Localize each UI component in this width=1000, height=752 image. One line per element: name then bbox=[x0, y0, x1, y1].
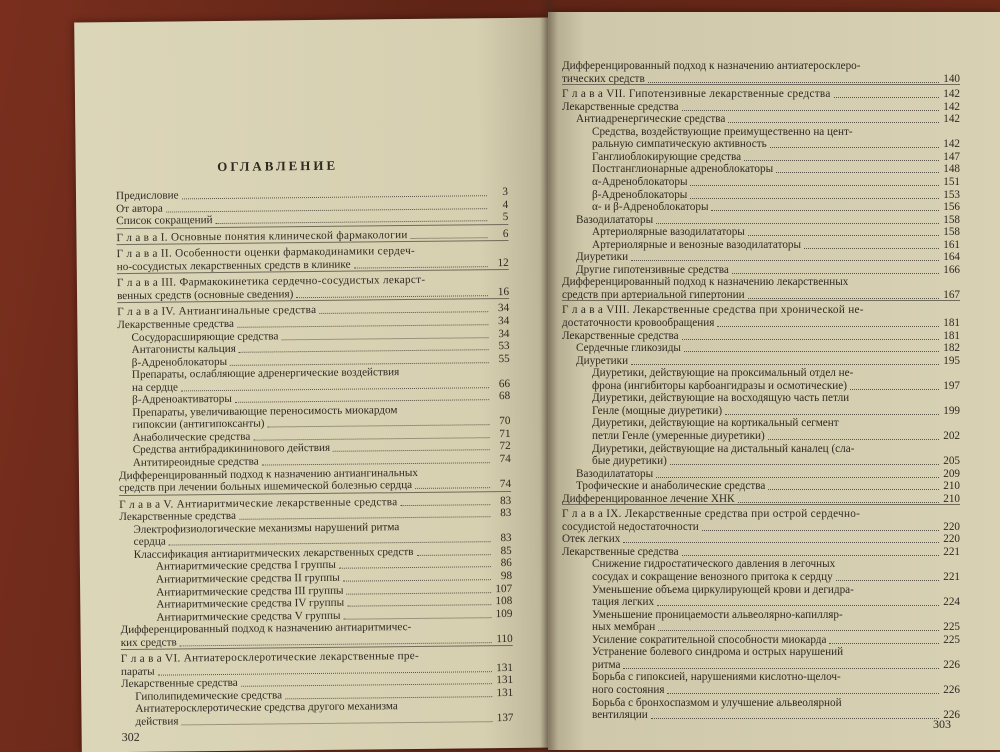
toc-entry-title: ритма bbox=[592, 659, 620, 671]
dot-leader bbox=[347, 604, 491, 607]
toc-entry-title: Диуретики bbox=[576, 355, 628, 367]
toc-entry-title: Предисловие bbox=[116, 189, 179, 202]
toc-entry-title: Антиаритмические средства IV группы bbox=[156, 597, 344, 611]
toc-entry-title: Вазодилататоры bbox=[576, 214, 653, 226]
dot-leader bbox=[319, 312, 488, 315]
toc-entry-page: 226 bbox=[942, 709, 960, 721]
toc-entry-title: ральную симпатическую активность bbox=[592, 138, 767, 150]
toc-entry-title: Г л а в а VIII. Лекарственные средства при хронической не- bbox=[562, 304, 864, 316]
toc-entry bbox=[592, 417, 960, 429]
toc-entry bbox=[592, 430, 960, 442]
dot-leader bbox=[333, 450, 490, 453]
dot-leader bbox=[343, 579, 491, 582]
toc-entry-page: 55 bbox=[492, 353, 510, 365]
dot-leader bbox=[682, 555, 939, 556]
dot-leader bbox=[656, 477, 939, 478]
toc-entry bbox=[135, 712, 513, 728]
dot-leader bbox=[738, 502, 939, 503]
toc-entry-page: 34 bbox=[491, 327, 509, 339]
dot-leader bbox=[296, 295, 488, 298]
toc-entry bbox=[562, 317, 960, 329]
toc-entry-title: Диуретики, действующие на проксимальный отдел не- bbox=[592, 367, 853, 379]
toc-title: ОГЛАВЛЕНИЕ bbox=[168, 157, 388, 175]
toc-entry-page: 166 bbox=[942, 264, 960, 276]
dot-leader bbox=[651, 718, 939, 719]
dot-leader bbox=[768, 489, 939, 490]
toc-entry-title: средств при артериальной гипертонии bbox=[562, 289, 745, 301]
toc-entry bbox=[592, 176, 960, 188]
toc-entry-page: 195 bbox=[942, 355, 960, 367]
dot-leader bbox=[690, 198, 939, 199]
toc-entry-page: 74 bbox=[493, 478, 511, 490]
toc-entry-title: Лекарственные средства bbox=[562, 546, 679, 558]
dot-leader bbox=[181, 721, 492, 725]
toc-entry-page: 70 bbox=[492, 415, 510, 427]
dot-leader bbox=[728, 122, 939, 123]
toc-entry-title: Средства, воздействующие преимущественно на цент- bbox=[592, 126, 853, 138]
toc-entry bbox=[576, 342, 960, 354]
toc-entry bbox=[592, 684, 960, 696]
toc-entry-title: венных средств (основные сведения) bbox=[117, 288, 293, 302]
toc-entry-title: Антагонисты кальция bbox=[132, 343, 236, 356]
dot-leader bbox=[657, 605, 939, 606]
toc-entry-title: Анаболические средства bbox=[132, 431, 250, 444]
dot-leader bbox=[400, 504, 490, 506]
toc-entry-title: α- и β-Адреноблокаторы bbox=[592, 201, 708, 213]
toc-entry-title: Препараты, увеличивающие переносимость миокардом bbox=[132, 404, 397, 419]
dot-leader bbox=[631, 260, 939, 261]
toc-entry-title: Борьба с бронхоспазмом и улучшение альвеолярной bbox=[592, 697, 842, 709]
toc-entry-title: Средства антибрадикининового действия bbox=[133, 442, 331, 456]
dot-leader bbox=[415, 487, 490, 489]
toc-entry bbox=[592, 659, 960, 671]
toc-entry-title: Лекарственные средства bbox=[119, 510, 236, 523]
toc-entry-title: Г л а в а I. Основные понятия клинической фармакологии bbox=[116, 229, 407, 244]
dot-leader bbox=[648, 82, 939, 83]
toc-entry-title: Диуретики, действующие на дистальный каналец (сла- bbox=[592, 443, 854, 455]
toc-entry-title: Г л а в а VII. Гипотензивные лекарственные средства bbox=[562, 88, 831, 100]
toc-entry-page: 71 bbox=[492, 428, 510, 440]
toc-entry-page: 85 bbox=[494, 545, 512, 557]
toc-entry bbox=[562, 508, 960, 520]
toc-entry-title: сосудах и сокращение венозного притока к сердцу bbox=[592, 571, 833, 583]
toc-entry-title: Список сокращений bbox=[116, 214, 212, 227]
toc-entry-page: 181 bbox=[942, 317, 960, 329]
dot-leader bbox=[281, 337, 488, 340]
toc-entry-title: Г л а в а V. Антиаритмические лекарственные средства bbox=[119, 496, 397, 511]
dot-leader bbox=[682, 110, 939, 111]
toc-entry-page: 86 bbox=[494, 557, 512, 569]
toc-entry-title: фрона (ингибиторы карбоангидразы и осмотические) bbox=[592, 380, 847, 392]
toc-entry-page: 74 bbox=[493, 453, 511, 465]
dot-leader bbox=[631, 364, 939, 365]
dot-leader bbox=[744, 160, 939, 161]
chapter-rule bbox=[562, 300, 960, 301]
toc-entry-page: 98 bbox=[494, 570, 512, 582]
dot-leader bbox=[658, 630, 939, 631]
toc-entry-page: 83 bbox=[493, 507, 511, 519]
toc-entry-title: Дифференцированный подход к назначению лекарственных bbox=[562, 276, 848, 288]
toc-entry-title: Дифференцированный подход к назначению антиаритмичес- bbox=[120, 621, 411, 636]
dot-leader bbox=[421, 476, 490, 477]
dot-leader bbox=[285, 696, 492, 699]
toc-entry-title: Генле (мощные диуретики) bbox=[592, 405, 722, 417]
toc-entry-title: Сердечные гликозиды bbox=[576, 342, 681, 354]
toc-entry-page: 108 bbox=[494, 595, 512, 607]
toc-entry-page: 210 bbox=[942, 493, 960, 505]
toc-entry bbox=[592, 226, 960, 238]
toc-entry-page: 197 bbox=[942, 380, 960, 392]
toc-entry-page: 12 bbox=[491, 257, 509, 269]
toc-entry-title: ного состояния bbox=[592, 684, 664, 696]
toc-entry-title: Классификация антиаритмических лекарственных средств bbox=[134, 546, 414, 561]
toc-entry-title: Отек легких bbox=[562, 533, 620, 545]
toc-entry-page: 158 bbox=[942, 214, 960, 226]
toc-entry-page: 220 bbox=[942, 533, 960, 545]
toc-entry-title: Устранение болевого синдрома и острых нарушений bbox=[592, 646, 843, 658]
toc-entry-title: Электрофизиологические механизмы нарушений ритма bbox=[133, 521, 399, 536]
toc-entry-page: 226 bbox=[942, 684, 960, 696]
dot-leader bbox=[670, 464, 939, 465]
toc-entry-page: 161 bbox=[942, 239, 960, 251]
toc-entry bbox=[562, 304, 960, 316]
toc-entry-title: но-сосудистых лекарственных средств в клинике bbox=[117, 258, 351, 272]
toc-entry-title: гипоксии (антигипоксанты) bbox=[132, 418, 264, 431]
toc-entry-title: Препараты, ослабляющие адренергические воздействия bbox=[132, 366, 400, 381]
dot-leader bbox=[422, 659, 492, 660]
dot-leader bbox=[667, 693, 939, 694]
toc-entry-title: Антиадренергические средства bbox=[576, 113, 725, 125]
toc-entry bbox=[562, 101, 960, 113]
dot-leader bbox=[417, 554, 491, 556]
toc-entry-title: Снижение гидростатического давления в легочных bbox=[592, 558, 835, 570]
dot-leader bbox=[711, 210, 939, 211]
toc-entry-title: β-Адреноактиваторы bbox=[132, 393, 232, 406]
toc-entry bbox=[576, 113, 960, 125]
toc-entry-page: 210 bbox=[942, 480, 960, 492]
right-toc-list bbox=[548, 12, 1000, 750]
toc-entry bbox=[562, 330, 960, 342]
dot-leader bbox=[702, 530, 939, 531]
dot-leader bbox=[656, 223, 939, 224]
toc-entry-page: 199 bbox=[942, 405, 960, 417]
toc-entry-page: 83 bbox=[493, 495, 511, 507]
toc-entry bbox=[592, 138, 960, 150]
toc-entry-page: 147 bbox=[942, 151, 960, 163]
right-page bbox=[548, 12, 1000, 750]
toc-entry-title: Г л а в а VI. Антиатеросклеротические лекарственные пре- bbox=[121, 650, 419, 665]
dot-leader bbox=[414, 630, 491, 631]
toc-entry bbox=[592, 709, 960, 721]
toc-entry-page: 167 bbox=[942, 289, 960, 301]
toc-entry bbox=[576, 214, 960, 226]
toc-entry-page: 221 bbox=[942, 571, 960, 583]
toc-entry bbox=[592, 621, 960, 633]
toc-entry-page: 83 bbox=[494, 532, 512, 544]
toc-entry-title: Дифференцированный подход к назначению антиатеросклеро- bbox=[562, 60, 861, 72]
chapter-rule bbox=[562, 504, 960, 505]
toc-entry-page: 109 bbox=[494, 608, 512, 620]
toc-entry-page: 66 bbox=[492, 378, 510, 390]
dot-leader bbox=[400, 413, 489, 414]
dot-leader bbox=[268, 425, 490, 428]
toc-entry-title: Антиаритмические средства V группы bbox=[156, 609, 340, 623]
dot-leader bbox=[804, 248, 939, 249]
toc-entry bbox=[592, 609, 960, 621]
toc-entry-title: Г л а в а III. Фармакокинетика сердечно-сосудистых лекарст- bbox=[117, 274, 426, 289]
toc-entry bbox=[592, 558, 960, 570]
toc-entry-title: Уменьшение проницаемости альвеолярно-капилляр- bbox=[592, 609, 843, 621]
toc-entry-page: 34 bbox=[491, 302, 509, 314]
toc-entry-page: 182 bbox=[942, 342, 960, 354]
toc-entry bbox=[592, 571, 960, 583]
toc-entry-title: Лекарственные средства bbox=[121, 677, 238, 690]
toc-entry-page: 6 bbox=[490, 228, 508, 240]
dot-leader bbox=[770, 147, 939, 148]
toc-entry-page: 205 bbox=[942, 455, 960, 467]
toc-entry-title: Другие гипотензивные средства bbox=[576, 264, 729, 276]
toc-entry-title: вентиляции bbox=[592, 709, 648, 721]
toc-entry-title: Дифференцированный подход к назначению антиангинальных bbox=[119, 466, 418, 481]
toc-entry bbox=[576, 264, 960, 276]
dot-leader bbox=[732, 273, 939, 274]
toc-entry-page: 142 bbox=[942, 138, 960, 150]
toc-entry bbox=[592, 239, 960, 251]
dot-leader bbox=[347, 592, 492, 595]
toc-entry-title: Артериолярные и венозные вазодилататоры bbox=[592, 239, 801, 251]
dot-leader bbox=[836, 580, 939, 581]
toc-entry bbox=[592, 584, 960, 596]
toc-entry-title: Лекарственные средства bbox=[562, 101, 679, 113]
toc-entry bbox=[562, 521, 960, 533]
toc-entry-title: средств при лечении больных ишемической болезнью сердца bbox=[119, 479, 412, 494]
toc-entry-title: Уменьшение объема циркулирующей крови и дегидра- bbox=[592, 584, 854, 596]
toc-entry-page: 224 bbox=[942, 596, 960, 608]
toc-entry-page: 202 bbox=[942, 430, 960, 442]
toc-entry-page: 142 bbox=[942, 101, 960, 113]
toc-entry-title: Диуретики bbox=[576, 251, 628, 263]
toc-entry-title: сосудистой недостаточности bbox=[562, 521, 699, 533]
toc-entry-title: петли Генле (умеренные диуретики) bbox=[592, 430, 765, 442]
dot-leader bbox=[748, 235, 939, 236]
toc-entry-page: 5 bbox=[490, 211, 508, 223]
dot-leader bbox=[768, 439, 939, 440]
toc-entry-page: 225 bbox=[942, 634, 960, 646]
toc-entry-title: β-Адреноблокаторы bbox=[132, 356, 227, 369]
toc-entry-page: 156 bbox=[942, 201, 960, 213]
toc-entry-title: Артериолярные вазодилататоры bbox=[592, 226, 745, 238]
dot-leader bbox=[623, 668, 939, 669]
dot-leader bbox=[411, 237, 488, 239]
toc-entry bbox=[592, 405, 960, 417]
toc-entry bbox=[592, 163, 960, 175]
toc-entry-title: Трофические и анаболические средства bbox=[576, 480, 765, 492]
dot-leader bbox=[344, 617, 492, 620]
toc-entry bbox=[576, 480, 960, 492]
dot-leader bbox=[850, 389, 939, 390]
dot-leader bbox=[748, 298, 939, 299]
page-number-right: 303 bbox=[933, 717, 951, 732]
toc-entry-title: Антиатеросклеротические средства другого механизма bbox=[135, 701, 398, 716]
toc-entry-page: 68 bbox=[492, 390, 510, 402]
toc-entry-page: 220 bbox=[942, 521, 960, 533]
toc-entry bbox=[592, 189, 960, 201]
dot-leader bbox=[339, 567, 491, 570]
toc-entry-title: Ганглиоблокирующие средства bbox=[592, 151, 741, 163]
dot-leader bbox=[682, 339, 939, 340]
dot-leader bbox=[401, 710, 492, 711]
toc-entry-title: β-Адреноблокаторы bbox=[592, 189, 687, 201]
toc-entry-title: тация легких bbox=[592, 596, 654, 608]
toc-entry-page: 142 bbox=[942, 113, 960, 125]
toc-entry-title: Борьба с гипоксией, нарушениями кислотно-щелоч- bbox=[592, 671, 841, 683]
toc-entry-page: 181 bbox=[942, 330, 960, 342]
toc-entry-title: Лекарственные средства bbox=[117, 318, 234, 331]
toc-entry-page: 226 bbox=[942, 659, 960, 671]
toc-entry-page: 221 bbox=[942, 546, 960, 558]
dot-leader bbox=[402, 530, 490, 531]
toc-entry bbox=[592, 443, 960, 455]
dot-leader bbox=[428, 283, 488, 284]
toc-entry-page: 209 bbox=[942, 468, 960, 480]
toc-entry-title: Усиление сократительной способности миокарда bbox=[592, 634, 826, 646]
toc-entry-page: 131 bbox=[495, 662, 513, 674]
toc-entry-title: α-Адреноблокаторы bbox=[592, 176, 687, 188]
toc-entry-page: 225 bbox=[942, 621, 960, 633]
toc-entry-page: 53 bbox=[492, 340, 510, 352]
toc-entry-page: 153 bbox=[942, 189, 960, 201]
toc-entry bbox=[592, 634, 960, 646]
dot-leader bbox=[829, 643, 939, 644]
toc-entry bbox=[562, 73, 960, 85]
toc-entry-title: Г л а в а IV. Антиангинальные средства bbox=[117, 304, 316, 318]
toc-entry-title: Сосудорасширяющие средства bbox=[131, 330, 278, 344]
toc-entry-title: Антиаритмические средства II группы bbox=[156, 572, 340, 586]
toc-entry-page: 151 bbox=[942, 176, 960, 188]
toc-entry-page: 16 bbox=[491, 286, 509, 298]
toc-entry-page: 131 bbox=[495, 687, 513, 699]
dot-leader bbox=[402, 375, 489, 376]
book-gutter bbox=[540, 0, 558, 750]
toc-entry bbox=[562, 533, 960, 545]
page-number-left: 302 bbox=[122, 730, 140, 745]
toc-entry-title: Г л а в а IX. Лекарственные средства при острой сердечно- bbox=[562, 508, 860, 520]
toc-entry-page: 142 bbox=[942, 88, 960, 100]
toc-entry bbox=[592, 646, 960, 658]
dot-leader bbox=[776, 172, 939, 173]
toc-entry-title: От автора bbox=[116, 202, 163, 214]
toc-entry-page: 4 bbox=[490, 199, 508, 211]
toc-entry bbox=[562, 88, 960, 100]
toc-entry-page: 148 bbox=[942, 163, 960, 175]
toc-entry-title: Антиаритмические средства III группы bbox=[156, 584, 344, 598]
toc-entry bbox=[562, 546, 960, 558]
left-page bbox=[74, 18, 556, 752]
toc-entry bbox=[592, 697, 960, 709]
toc-entry bbox=[562, 493, 960, 505]
chapter-rule bbox=[562, 84, 960, 85]
toc-entry-title: на сердце bbox=[132, 381, 178, 393]
toc-entry-page: 137 bbox=[495, 712, 513, 724]
toc-entry bbox=[592, 392, 960, 404]
toc-entry bbox=[562, 289, 960, 301]
toc-entry-title: Вазодилататоры bbox=[576, 468, 653, 480]
toc-entry-title: Постганглионарные адреноблокаторы bbox=[592, 163, 773, 175]
toc-entry-title: достаточности кровообращения bbox=[562, 317, 714, 329]
toc-entry-title: Гиполипидемические средства bbox=[135, 689, 282, 703]
toc-entry bbox=[592, 380, 960, 392]
toc-entry bbox=[562, 276, 960, 288]
toc-entry bbox=[592, 596, 960, 608]
toc-entry-page: 34 bbox=[491, 315, 509, 327]
toc-entry-title: ких средств bbox=[121, 636, 177, 649]
toc-entry bbox=[592, 201, 960, 213]
toc-entry-title: тических средств bbox=[562, 73, 645, 85]
toc-entry-title: бые диуретики) bbox=[592, 455, 667, 467]
toc-entry-title: сердца bbox=[134, 536, 166, 548]
dot-leader bbox=[418, 254, 488, 255]
dot-leader bbox=[262, 462, 490, 465]
toc-entry-title: Лекарственные средства bbox=[562, 330, 679, 342]
toc-entry bbox=[576, 355, 960, 367]
toc-entry-title: Дифференцированное лечение ХНК bbox=[562, 493, 735, 505]
toc-entry-page: 158 bbox=[942, 226, 960, 238]
dot-leader bbox=[690, 185, 939, 186]
toc-entry bbox=[576, 251, 960, 263]
toc-entry bbox=[562, 60, 960, 72]
toc-entry bbox=[592, 671, 960, 683]
toc-entry-title: параты bbox=[121, 665, 155, 677]
dot-leader bbox=[725, 414, 939, 415]
toc-entry-page: 107 bbox=[494, 582, 512, 594]
toc-entry-title: действия bbox=[135, 715, 178, 727]
dot-leader bbox=[834, 97, 939, 98]
toc-entry-page: 131 bbox=[495, 674, 513, 686]
toc-entry-page: 140 bbox=[942, 73, 960, 85]
toc-entry-page: 3 bbox=[490, 186, 508, 198]
toc-entry-title: Антитиреоидные средства bbox=[133, 456, 259, 469]
toc-entry bbox=[592, 151, 960, 163]
toc-entry bbox=[592, 455, 960, 467]
toc-entry-page: 110 bbox=[495, 633, 513, 645]
toc-entry bbox=[576, 468, 960, 480]
toc-entry bbox=[592, 126, 960, 138]
toc-entry-title: Антиаритмические средства I группы bbox=[156, 559, 336, 573]
toc-entry-page: 72 bbox=[493, 440, 511, 452]
toc-entry-page: 164 bbox=[942, 251, 960, 263]
dot-leader bbox=[684, 351, 939, 352]
toc-entry-title: Диуретики, действующие на восходящую часть петли bbox=[592, 392, 849, 404]
dot-leader bbox=[717, 326, 939, 327]
toc-entry-title: Диуретики, действующие на кортикальный сегмент bbox=[592, 417, 839, 429]
dot-leader bbox=[354, 266, 488, 268]
left-toc-list bbox=[74, 18, 556, 752]
toc-entry bbox=[592, 367, 960, 379]
dot-leader bbox=[623, 542, 939, 543]
toc-entry-title: ных мембран bbox=[592, 621, 655, 633]
toc-entry-title: Г л а в а II. Особенности оценки фармакодинамики сердеч- bbox=[117, 245, 415, 260]
